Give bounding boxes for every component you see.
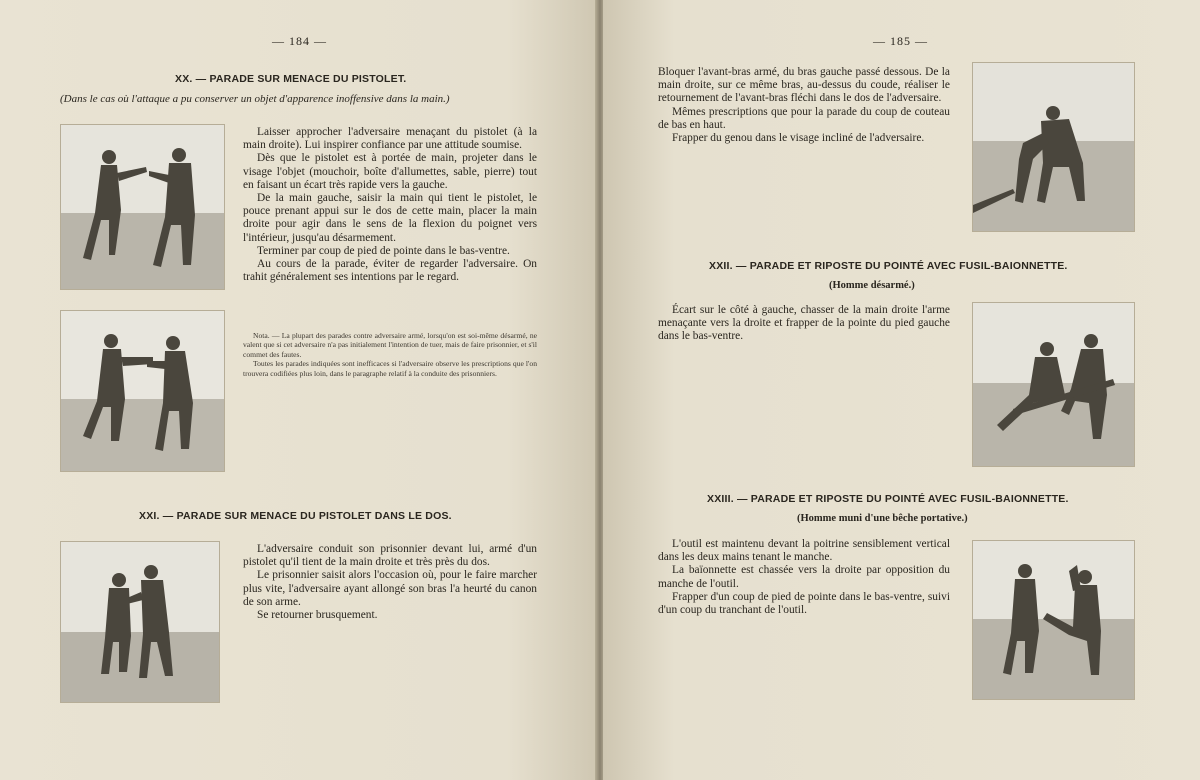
section-xx-body (243, 126, 537, 284)
section-xxiii-body (658, 538, 950, 617)
paragraph: Mêmes prescriptions que pour la parade du coup de couteau de bas en haut. (658, 105, 950, 131)
photo-bayonet-unarmed (972, 302, 1135, 467)
paragraph: L'outil est maintenu devant la poitrine sensiblement vertical dans les deux mains tenant le manche. (658, 538, 950, 564)
paragraph: Bloquer l'avant-bras armé, du bras gauche passé dessous. De la main droite, sur ce même bras, au-dessus du coude, réaliser le retournement de l'avant-bras fléchi dans le dos de l'adversaire. (658, 66, 950, 105)
left-page (0, 0, 597, 780)
paragraph: Laisser approcher l'adversaire menaçant du pistolet (à la main droite). Lui inspirer confiance par une attitude soumise. (243, 126, 537, 152)
continuation-body (658, 66, 950, 145)
section-xxi-body (243, 543, 537, 622)
paragraph: Écart sur le côté à gauche, chasser de la main droite l'arme menaçante vers la droite et frapper de la pointe du pied gauche dans le bas-ventre. (658, 304, 950, 343)
paragraph: Dès que le pistolet est à portée de main, projeter dans le visage l'objet (mouchoir, boîte d'allumettes, sable, pierre) tout en faisant un écart très rapide vers la gauche. (243, 152, 537, 191)
paragraph: Au cours de la parade, éviter de regarder l'adversaire. On trahit généralement ses intentions par le regard. (243, 258, 537, 284)
photo-pistol-back (60, 541, 220, 703)
paragraph: L'adversaire conduit son prisonnier devant lui, armé d'un pistolet qu'il tient de la main droite et très près du dos. (243, 543, 537, 569)
paragraph: Frapper d'un coup de pied de pointe dans le bas-ventre, suivi d'un coup du tranchant de l'outil. (658, 590, 950, 617)
photo-arm-lock (972, 62, 1135, 232)
section-xxii-heading: XXII. — PARADE ET RIPOSTE DU POINTÉ AVEC FUSIL-BAIONNETTE. (709, 260, 1068, 272)
note-paragraph: Toutes les parades indiquées sont inefficaces si l'adversaire observe les prescriptions que l'on trouvera codifiées plus loin, dans le paragraphe relatif à la conduite des prisonniers. (243, 359, 537, 378)
right-page (603, 0, 1200, 780)
paragraph: De la main gauche, saisir la main qui tient le pistolet, le pouce prenant appui sur le dos de cette main, placer la main droite pour agir dans le sens de la flexion du poignet vers l'intérieur, jusqu'au désarmement. (243, 192, 537, 244)
section-xx-subheading: (Dans le cas où l'attaque a pu conserver un objet d'apparence inoffensive dans la main.) (60, 93, 450, 105)
note-paragraph: Nota. — La plupart des parades contre adversaire armé, lorsqu'on est soi-même désarmé, ne valent que si cet adversaire n'a pas initialement l'intention de tuer, mais de faire prisonnier, et s'il commet des fautes. (243, 331, 537, 359)
section-xxiii-heading: XXIII. — PARADE ET RIPOSTE DU POINTÉ AVEC FUSIL-BAIONNETTE. (707, 493, 1069, 505)
section-xx-note (243, 331, 537, 378)
section-xxii-body (658, 304, 950, 344)
paragraph: Se retourner brusquement. (257, 609, 378, 622)
page-number: — 185 — (873, 34, 928, 48)
section-xxii-subheading: (Homme désarmé.) (829, 280, 915, 291)
section-xxi-heading: XXI. — PARADE SUR MENACE DU PISTOLET DANS LE DOS. (139, 510, 452, 522)
photo-pistol-disarm (60, 310, 225, 472)
paragraph: La baïonnette est chassée vers la droite par opposition du manche de l'outil. (658, 564, 950, 590)
photo-pistol-threat (60, 124, 225, 290)
paragraph: Terminer par coup de pied de pointe dans le bas-ventre. (257, 244, 510, 257)
paragraph: Frapper du genou dans le visage incliné de l'adversaire. (672, 132, 925, 145)
section-xxiii-subheading: (Homme muni d'une bêche portative.) (797, 513, 968, 524)
photo-bayonet-spade (972, 540, 1135, 700)
page-number: — 184 — (272, 34, 327, 48)
section-xx-heading: XX. — PARADE SUR MENACE DU PISTOLET. (175, 73, 407, 85)
paragraph: Le prisonnier saisit alors l'occasion où, pour le faire marcher plus vite, l'adversaire ayant allongé son bras l'a heurté du canon de son arme. (243, 569, 537, 608)
